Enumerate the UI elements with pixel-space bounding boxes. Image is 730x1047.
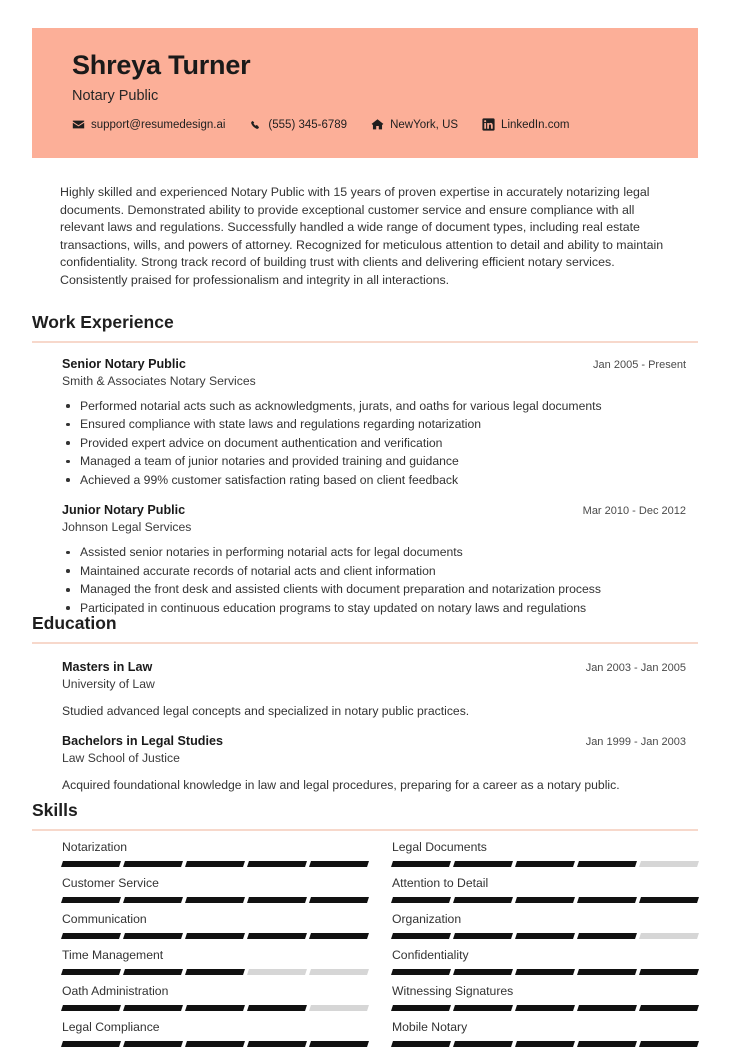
skill-level-segment: [123, 1005, 183, 1011]
skill-level-segment: [577, 1005, 637, 1011]
skill-name: Organization: [392, 911, 462, 926]
education-description: Acquired foundational knowledge in law and legal procedures, preparing for a career as a notary public.: [62, 777, 620, 792]
skill-level-segment: [247, 897, 307, 903]
education-entry: [32, 734, 698, 794]
skill-level-segment: [391, 861, 451, 867]
skill-item: [62, 831, 368, 867]
work-entry-role: Junior Notary Public: [62, 503, 186, 518]
skill-level-bar: [62, 969, 368, 975]
education-date: Jan 2003 - Jan 2005: [585, 661, 686, 674]
skill-level-segment: [309, 933, 369, 939]
skill-item: [392, 903, 698, 939]
skill-level-segment: [247, 861, 307, 867]
contact-email-text: support@resumedesign.ai: [91, 118, 226, 131]
skill-level-segment: [453, 1041, 513, 1047]
resume-header: [32, 28, 698, 158]
skill-item: [392, 1011, 698, 1047]
skill-name: Customer Service: [62, 875, 159, 890]
contact-location[interactable]: [371, 118, 458, 131]
skill-level-segment: [453, 897, 513, 903]
work-entry: [32, 503, 698, 617]
skill-level-segment: [577, 969, 637, 975]
education-date: Jan 1999 - Jan 2003: [585, 735, 686, 748]
skill-level-segment: [515, 897, 575, 903]
skill-level-segment: [577, 897, 637, 903]
section-education: [32, 613, 698, 794]
bullet-item: Provided expert advice on document authentication and verification: [62, 434, 698, 453]
skill-level-bar: [62, 1041, 368, 1047]
skill-level-segment: [577, 1041, 637, 1047]
skill-level-bar: [392, 1005, 698, 1011]
skill-item: [62, 975, 368, 1011]
skill-level-segment: [577, 933, 637, 939]
skill-name: Mobile Notary: [392, 1019, 468, 1034]
skill-level-segment: [639, 933, 699, 939]
work-entry-role: Senior Notary Public: [62, 356, 186, 371]
education-school: Law School of Justice: [62, 750, 180, 765]
skill-name: Attention to Detail: [392, 875, 489, 890]
contact-linkedin[interactable]: [482, 118, 569, 131]
skill-level-segment: [61, 969, 121, 975]
education-entry: [32, 660, 698, 720]
skill-name: Witnessing Signatures: [392, 983, 514, 998]
skill-level-bar: [62, 897, 368, 903]
skill-level-segment: [123, 861, 183, 867]
skill-item: [392, 939, 698, 975]
education-description: Studied advanced legal concepts and specialized in notary public practices.: [62, 703, 470, 718]
skill-level-segment: [247, 1041, 307, 1047]
skill-level-segment: [123, 897, 183, 903]
work-entry: [32, 357, 698, 490]
skill-level-segment: [309, 1005, 369, 1011]
section-title-work-experience: Work Experience: [32, 312, 174, 332]
skill-level-segment: [309, 897, 369, 903]
skill-level-segment: [639, 861, 699, 867]
skill-level-segment: [61, 861, 121, 867]
skill-item: [62, 939, 368, 975]
skill-name: Communication: [62, 911, 147, 926]
skill-item: [62, 903, 368, 939]
skill-level-bar: [392, 1041, 698, 1047]
education-degree: Bachelors in Legal Studies: [62, 733, 223, 748]
skill-level-segment: [61, 897, 121, 903]
skill-level-segment: [185, 933, 245, 939]
skill-level-segment: [61, 1041, 121, 1047]
education-school: University of Law: [62, 676, 155, 691]
skill-level-bar: [62, 933, 368, 939]
skill-level-segment: [247, 1005, 307, 1011]
skill-name: Time Management: [62, 947, 164, 962]
contact-phone[interactable]: [249, 118, 347, 131]
section-skills: [32, 800, 698, 1047]
skill-level-segment: [123, 1041, 183, 1047]
skill-level-segment: [453, 933, 513, 939]
work-entry-bullets: [62, 543, 698, 617]
phone-icon: [249, 118, 262, 131]
skill-level-segment: [391, 1041, 451, 1047]
skill-name: Legal Compliance: [62, 1019, 160, 1034]
skill-name: Confidentiality: [392, 947, 469, 962]
work-entry-head: [62, 503, 698, 517]
skill-level-bar: [62, 861, 368, 867]
bullet-item: Managed a team of junior notaries and provided training and guidance: [62, 452, 698, 471]
skill-item: [392, 831, 698, 867]
section-divider: [32, 642, 698, 644]
work-entry-organization: Johnson Legal Services: [62, 520, 192, 535]
skill-item: [62, 1011, 368, 1047]
education-entry-head: [62, 734, 698, 748]
contact-phone-text: (555) 345-6789: [268, 118, 348, 131]
skill-level-segment: [123, 969, 183, 975]
skill-level-segment: [453, 969, 513, 975]
skill-level-segment: [123, 933, 183, 939]
skill-level-segment: [185, 1041, 245, 1047]
skill-level-segment: [61, 1005, 121, 1011]
skill-item: [392, 867, 698, 903]
skills-grid: [32, 831, 698, 1047]
contact-row: [72, 118, 658, 131]
contact-location-text: NewYork, US: [390, 118, 459, 131]
skill-level-segment: [515, 861, 575, 867]
bullet-item: Performed notarial acts such as acknowledgments, jurats, and oaths for various legal documents: [62, 397, 698, 416]
skill-level-segment: [639, 1041, 699, 1047]
section-divider: [32, 341, 698, 343]
skill-level-segment: [247, 969, 307, 975]
bullet-item: Participated in continuous education programs to stay updated on notary laws and regulations: [62, 599, 698, 618]
skill-level-segment: [453, 1005, 513, 1011]
skill-level-segment: [185, 897, 245, 903]
skill-level-segment: [391, 933, 451, 939]
work-entry-head: [62, 357, 698, 371]
skill-level-segment: [61, 933, 121, 939]
skill-level-segment: [639, 969, 699, 975]
skill-level-segment: [309, 1041, 369, 1047]
skill-name: Notarization: [62, 839, 128, 854]
skill-level-segment: [309, 861, 369, 867]
bullet-item: Maintained accurate records of notarial acts and client information: [62, 562, 698, 581]
skill-level-segment: [309, 969, 369, 975]
skill-level-bar: [392, 861, 698, 867]
skill-level-segment: [577, 861, 637, 867]
candidate-name: Shreya Turner: [72, 50, 251, 80]
skill-name: Oath Administration: [62, 983, 169, 998]
section-work-experience: [32, 312, 698, 618]
work-entry-date: Jan 2005 - Present: [593, 358, 686, 371]
skill-level-segment: [247, 933, 307, 939]
work-entry-organization: Smith & Associates Notary Services: [62, 373, 256, 388]
skill-item: [392, 975, 698, 1011]
skill-level-segment: [185, 1005, 245, 1011]
home-icon: [371, 118, 384, 131]
skill-level-segment: [639, 897, 699, 903]
candidate-job-title: Notary Public: [72, 88, 159, 105]
bullet-item: Assisted senior notaries in performing notarial acts for legal documents: [62, 543, 698, 562]
skill-level-segment: [391, 897, 451, 903]
skill-level-segment: [453, 861, 513, 867]
envelope-icon: [72, 118, 85, 131]
skill-level-segment: [391, 1005, 451, 1011]
education-entry-head: [62, 660, 698, 674]
skill-level-bar: [392, 897, 698, 903]
bullet-item: Achieved a 99% customer satisfaction rating based on client feedback: [62, 471, 698, 490]
skill-level-segment: [515, 933, 575, 939]
skill-level-segment: [515, 969, 575, 975]
skill-level-bar: [62, 1005, 368, 1011]
skill-level-bar: [392, 933, 698, 939]
section-title-education: Education: [32, 613, 117, 633]
contact-email[interactable]: [72, 118, 225, 131]
linkedin-icon: [482, 118, 495, 131]
skill-item: [62, 867, 368, 903]
skill-level-bar: [392, 969, 698, 975]
skill-level-segment: [515, 1005, 575, 1011]
skill-level-segment: [639, 1005, 699, 1011]
work-entry-bullets: [62, 397, 698, 490]
skill-level-segment: [391, 969, 451, 975]
education-degree: Masters in Law: [62, 659, 153, 674]
contact-linkedin-text: LinkedIn.com: [501, 118, 570, 131]
skill-level-segment: [185, 969, 245, 975]
bullet-item: Managed the front desk and assisted clients with document preparation and notarization process: [62, 580, 698, 599]
skill-level-segment: [515, 1041, 575, 1047]
professional-summary: Highly skilled and experienced Notary Public with 15 years of proven expertise in accurately notarizing legal documents. Demonstrated ability to provide exceptional customer service and ensure compliance with all relevant laws and regulations. Successfully handled a wide range of document types, including real estate transactions, wills, and powers of attorney. Recognized for meticulous attention to detail and ability to maintain confidentiality. Strong track record of building trust with clients and delivering efficient notary services. Consistently praised for professionalism and integrity in all interactions.: [60, 185, 664, 288]
work-entry-date: Mar 2010 - Dec 2012: [582, 505, 686, 518]
skill-name: Legal Documents: [392, 839, 487, 854]
section-title-skills: Skills: [32, 800, 78, 820]
skill-level-segment: [185, 861, 245, 867]
bullet-item: Ensured compliance with state laws and regulations regarding notarization: [62, 415, 698, 434]
